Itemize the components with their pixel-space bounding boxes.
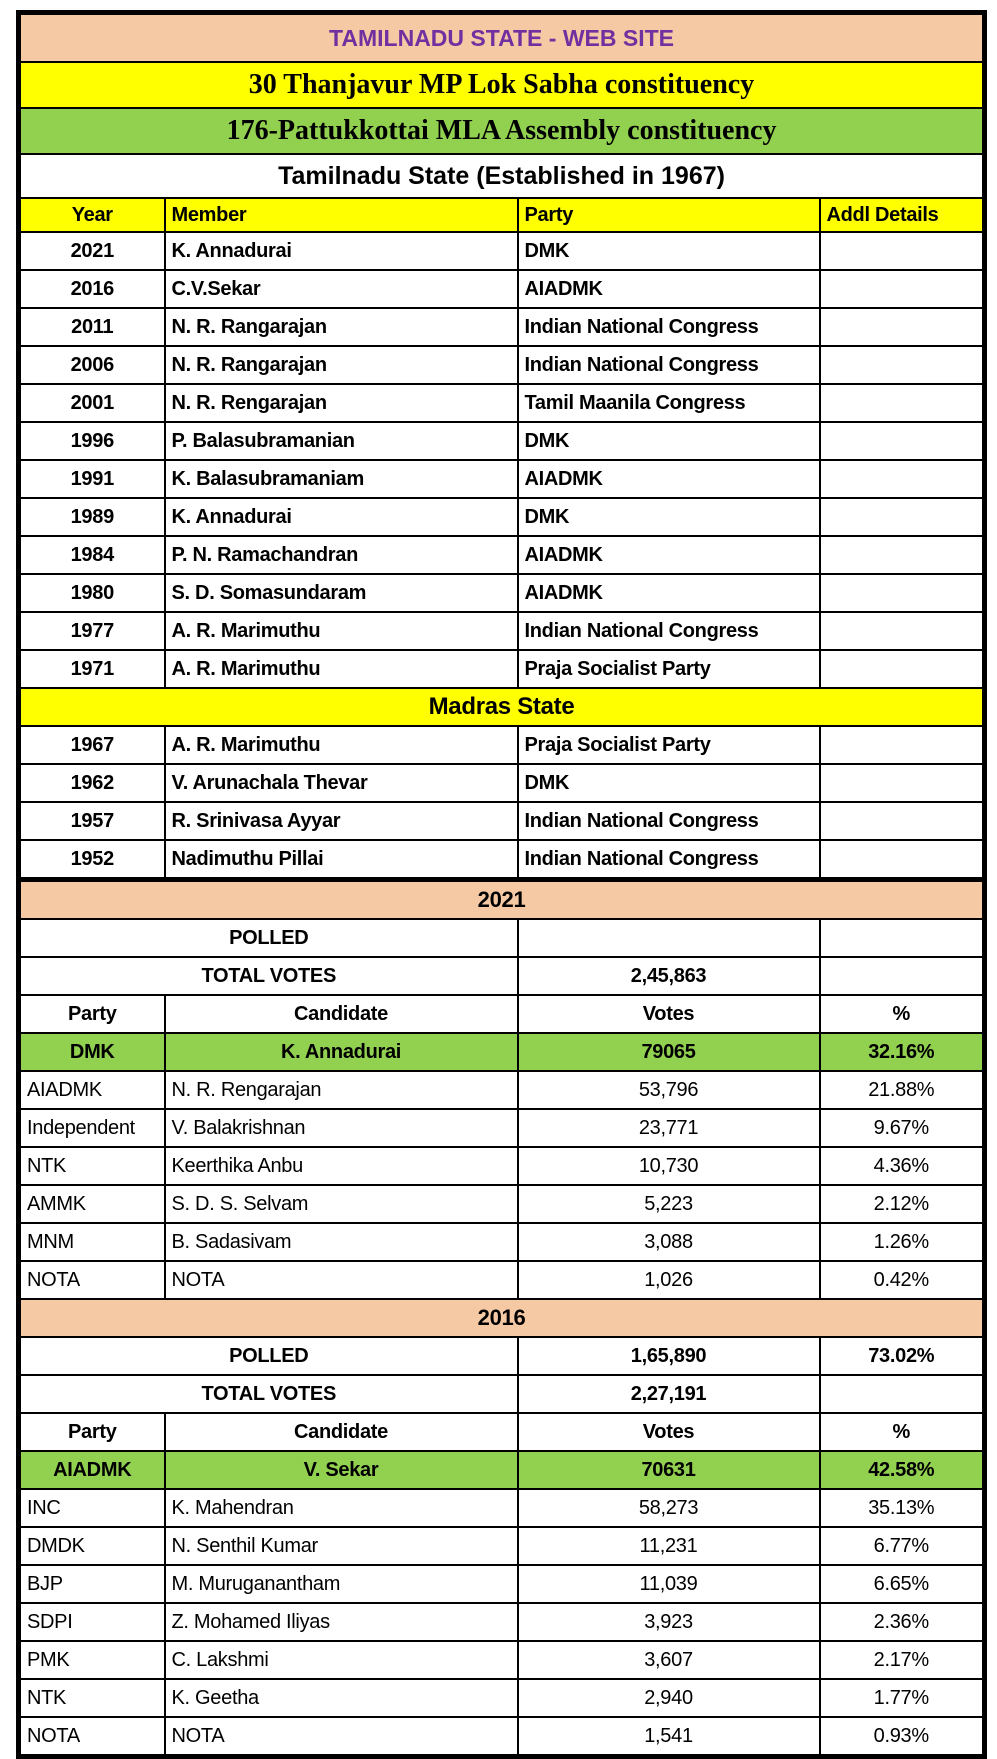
state-title-row [19,154,985,198]
party-cell: AIADMK [19,1071,165,1109]
addl-details-cell [820,270,985,308]
votes-cell: 10,730 [518,1147,820,1185]
mla-constituency-title: 176-Pattukkottai MLA Assembly constituency [19,108,985,154]
member-row [19,612,985,650]
pct-cell: 2.17% [820,1641,985,1679]
party-cell: DMDK [19,1527,165,1565]
candidate-cell: K. Mahendran [165,1489,518,1527]
candidate-row [19,1527,985,1565]
party-cell: Indian National Congress [518,308,820,346]
candidate-cell: S. D. S. Selvam [165,1185,518,1223]
addl-details-cell [820,574,985,612]
party-cell: Tamil Maanila Congress [518,384,820,422]
addl-details-cell [820,764,985,802]
member-row [19,536,985,574]
candidate-row [19,1603,985,1641]
candidate-row [19,1261,985,1299]
party-cell: SDPI [19,1603,165,1641]
year-cell: 1977 [19,612,165,650]
candidate-header: Candidate [165,995,518,1033]
addl-details-cell [820,650,985,688]
pct-cell: 6.77% [820,1527,985,1565]
year-cell: 2006 [19,346,165,384]
winner-row [19,1033,985,1071]
candidate-cell: Keerthika Anbu [165,1147,518,1185]
year-cell: 1991 [19,460,165,498]
member-cell: A. R. Marimuthu [165,650,518,688]
candidate-row [19,1109,985,1147]
votes-cell: 1,026 [518,1261,820,1299]
votes-cell: 11,039 [518,1565,820,1603]
madras-state-title: Madras State [19,688,985,726]
mp-constituency-title: 30 Thanjavur MP Lok Sabha constituency [19,62,985,108]
pct-cell: 9.67% [820,1109,985,1147]
addl-details-cell [820,840,985,880]
year-cell: 1996 [19,422,165,460]
party-cell: PMK [19,1641,165,1679]
candidate-cell: NOTA [165,1261,518,1299]
party-cell: BJP [19,1565,165,1603]
addl-details-cell [820,536,985,574]
party-cell: DMK [518,232,820,270]
winner-candidate: V. Sekar [165,1451,518,1489]
member-cell: C.V.Sekar [165,270,518,308]
candidate-row [19,1223,985,1261]
party-cell: Independent [19,1109,165,1147]
member-row [19,460,985,498]
candidate-row [19,1565,985,1603]
year-cell: 2011 [19,308,165,346]
party-cell: AIADMK [518,460,820,498]
total-votes-label: TOTAL VOTES [19,1375,518,1413]
winner-pct: 32.16% [820,1033,985,1071]
winner-party: AIADMK [19,1451,165,1489]
addl-details-cell [820,498,985,536]
site-title-row [19,13,985,63]
votes-cell: 5,223 [518,1185,820,1223]
year-cell: 2001 [19,384,165,422]
constituency-election-table [16,10,987,1759]
pct-cell: 2.12% [820,1185,985,1223]
candidate-row [19,1489,985,1527]
candidate-cell: V. Balakrishnan [165,1109,518,1147]
madras-banner-section [19,688,985,726]
madras-state-row [19,688,985,726]
member-row [19,270,985,308]
year-cell: 1980 [19,574,165,612]
winner-candidate: K. Annadurai [165,1033,518,1071]
votes-cell: 3,923 [518,1603,820,1641]
party-cell: DMK [518,764,820,802]
party-column-header: Party [518,198,820,232]
pct-cell: 1.26% [820,1223,985,1261]
party-cell: INC [19,1489,165,1527]
polled-pct: 73.02% [820,1337,985,1375]
addl-details-cell [820,726,985,764]
pct-cell: 21.88% [820,1071,985,1109]
tamilnadu-members-section [19,232,985,688]
candidate-row [19,1679,985,1717]
party-cell: Praja Socialist Party [518,650,820,688]
election-2021-section [19,880,985,1072]
member-cell: N. R. Rengarajan [165,384,518,422]
title-section [19,13,985,233]
member-cell: N. R. Rangarajan [165,346,518,384]
candidate-row [19,1717,985,1757]
votes-cell: 2,940 [518,1679,820,1717]
member-cell: A. R. Marimuthu [165,612,518,650]
addl-details-cell [820,232,985,270]
pct-header: % [820,995,985,1033]
polled-votes [518,919,820,957]
party-cell: DMK [518,422,820,460]
mla-constituency-row [19,108,985,154]
addl-details-cell [820,384,985,422]
member-row [19,346,985,384]
winner-votes: 79065 [518,1033,820,1071]
pct-header: % [820,1413,985,1451]
winner-votes: 70631 [518,1451,820,1489]
election-year: 2016 [19,1299,985,1337]
party-cell: AIADMK [518,536,820,574]
member-row [19,650,985,688]
party-cell: NTK [19,1147,165,1185]
results-header-row [19,995,985,1033]
member-cell: S. D. Somasundaram [165,574,518,612]
votes-header: Votes [518,1413,820,1451]
party-header: Party [19,995,165,1033]
polled-row [19,919,985,957]
party-cell: DMK [518,498,820,536]
polled-votes: 1,65,890 [518,1337,820,1375]
party-cell: MNM [19,1223,165,1261]
polled-label: POLLED [19,1337,518,1375]
party-cell: AMMK [19,1185,165,1223]
candidate-cell: NOTA [165,1717,518,1757]
member-cell: R. Srinivasa Ayyar [165,802,518,840]
year-cell: 1952 [19,840,165,880]
polled-row [19,1337,985,1375]
total-votes-row [19,957,985,995]
pct-cell: 35.13% [820,1489,985,1527]
party-cell: NTK [19,1679,165,1717]
member-row [19,232,985,270]
addl-details-cell [820,422,985,460]
party-cell: NOTA [19,1261,165,1299]
candidate-row [19,1185,985,1223]
member-row [19,308,985,346]
member-row [19,802,985,840]
election-year: 2021 [19,880,985,920]
candidate-row [19,1071,985,1109]
members-header-row [19,198,985,232]
member-cell: Nadimuthu Pillai [165,840,518,880]
candidate-cell: B. Sadasivam [165,1223,518,1261]
year-column-header: Year [19,198,165,232]
total-votes-value: 2,45,863 [518,957,820,995]
polled-pct [820,919,985,957]
member-row [19,422,985,460]
total-votes-label: TOTAL VOTES [19,957,518,995]
pct-cell: 0.93% [820,1717,985,1757]
votes-cell: 3,088 [518,1223,820,1261]
year-cell: 2021 [19,232,165,270]
election-2016-section [19,1299,985,1489]
pct-cell: 0.42% [820,1261,985,1299]
member-cell: N. R. Rangarajan [165,308,518,346]
party-cell: NOTA [19,1717,165,1757]
member-cell: K. Annadurai [165,232,518,270]
member-row [19,840,985,880]
site-title: TAMILNADU STATE - WEB SITE [19,13,985,63]
results-header-row [19,1413,985,1451]
pct-cell: 1.77% [820,1679,985,1717]
candidate-row [19,1641,985,1679]
votes-cell: 23,771 [518,1109,820,1147]
party-cell: AIADMK [518,574,820,612]
member-cell: K. Balasubramaniam [165,460,518,498]
candidate-cell: M. Muruganantham [165,1565,518,1603]
party-cell: Indian National Congress [518,802,820,840]
candidate-row [19,1147,985,1185]
member-cell: P. N. Ramachandran [165,536,518,574]
year-cell: 1962 [19,764,165,802]
pct-cell: 2.36% [820,1603,985,1641]
addl-details-cell [820,802,985,840]
winner-pct: 42.58% [820,1451,985,1489]
total-votes-value: 2,27,191 [518,1375,820,1413]
votes-header: Votes [518,995,820,1033]
party-header: Party [19,1413,165,1451]
party-cell: Indian National Congress [518,612,820,650]
candidate-cell: C. Lakshmi [165,1641,518,1679]
candidate-cell: N. Senthil Kumar [165,1527,518,1565]
member-row [19,764,985,802]
member-row [19,574,985,612]
madras-members-section [19,726,985,880]
addl-details-cell [820,346,985,384]
party-cell: Praja Socialist Party [518,726,820,764]
year-cell: 2016 [19,270,165,308]
party-cell: Indian National Congress [518,346,820,384]
votes-cell: 58,273 [518,1489,820,1527]
total-votes-row [19,1375,985,1413]
year-cell: 1957 [19,802,165,840]
member-row [19,384,985,422]
votes-cell: 1,541 [518,1717,820,1757]
addl-details-cell [820,460,985,498]
candidate-cell: K. Geetha [165,1679,518,1717]
year-cell: 1967 [19,726,165,764]
year-cell: 1971 [19,650,165,688]
year-cell: 1989 [19,498,165,536]
pct-cell: 4.36% [820,1147,985,1185]
winner-row [19,1451,985,1489]
election-year-row [19,1299,985,1337]
votes-cell: 11,231 [518,1527,820,1565]
member-column-header: Member [165,198,518,232]
votes-cell: 3,607 [518,1641,820,1679]
member-cell: K. Annadurai [165,498,518,536]
election-year-row [19,880,985,920]
votes-cell: 53,796 [518,1071,820,1109]
candidate-header: Candidate [165,1413,518,1451]
election-2021-candidates [19,1071,985,1299]
candidate-cell: Z. Mohamed Iliyas [165,1603,518,1641]
total-votes-pct [820,957,985,995]
pct-cell: 6.65% [820,1565,985,1603]
addl-details-column-header: Addl Details [820,198,985,232]
member-row [19,498,985,536]
member-cell: A. R. Marimuthu [165,726,518,764]
addl-details-cell [820,612,985,650]
member-cell: V. Arunachala Thevar [165,764,518,802]
election-2016-candidates [19,1489,985,1757]
total-votes-pct [820,1375,985,1413]
party-cell: Indian National Congress [518,840,820,880]
party-cell: AIADMK [518,270,820,308]
member-row [19,726,985,764]
member-cell: P. Balasubramanian [165,422,518,460]
mp-constituency-row [19,62,985,108]
state-title: Tamilnadu State (Established in 1967) [19,154,985,198]
year-cell: 1984 [19,536,165,574]
candidate-cell: N. R. Rengarajan [165,1071,518,1109]
winner-party: DMK [19,1033,165,1071]
polled-label: POLLED [19,919,518,957]
addl-details-cell [820,308,985,346]
